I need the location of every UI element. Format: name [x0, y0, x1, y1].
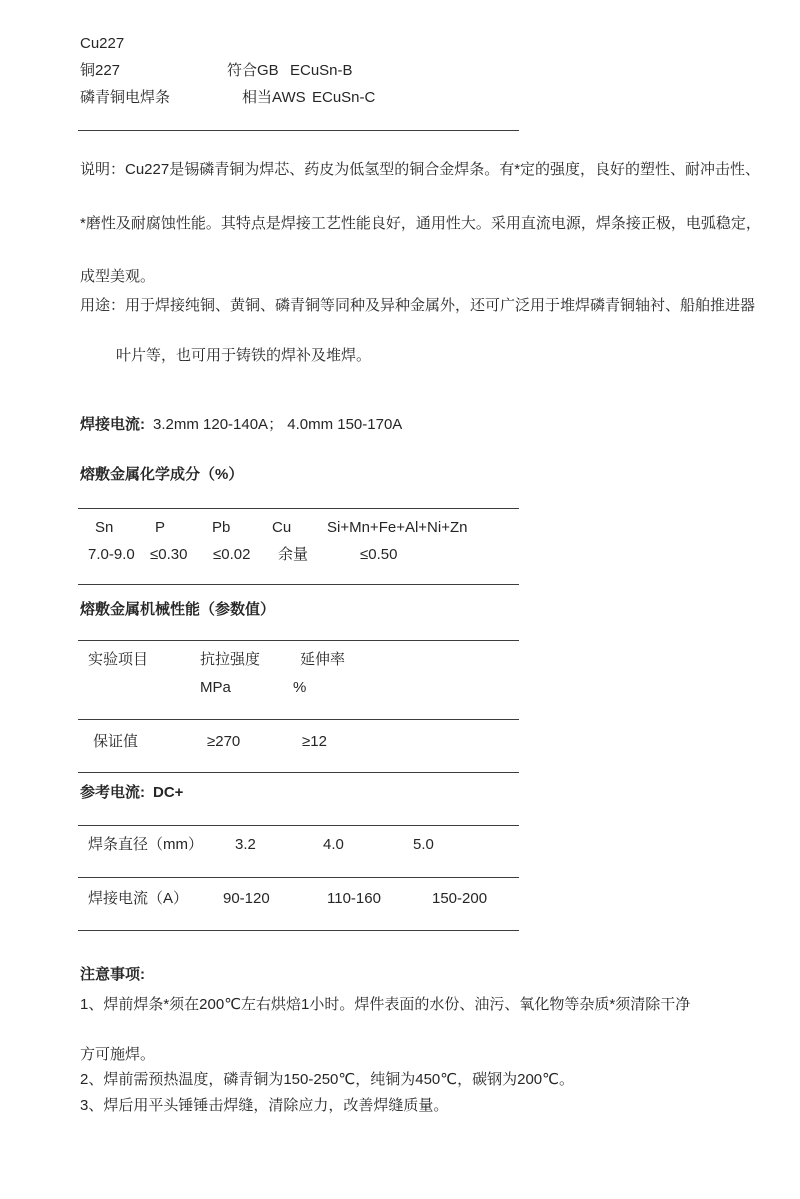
chem-table-header-row	[80, 518, 468, 538]
table-cell: 7.0-9.0	[88, 546, 135, 563]
table-cell: P	[155, 519, 166, 536]
table-cell: Pb	[212, 519, 231, 536]
header-row-aws	[80, 88, 375, 108]
gb-standard-label: 符合GB	[227, 62, 279, 79]
table-cell: %	[293, 679, 307, 696]
aws-standard-label: 相当AWS	[242, 89, 306, 106]
table-cell: 抗拉强度	[200, 651, 261, 668]
table-cell	[88, 678, 200, 698]
note-3: 3、焊后用平头锤锤击焊缝，清除应力，改善焊缝质量。	[80, 1097, 449, 1114]
mech-table-bottom-rule	[78, 772, 519, 773]
reference-current-label: 参考电流:	[80, 784, 145, 801]
mechanical-properties-heading: 熔敷金属机械性能（参数值）	[80, 601, 276, 618]
table-cell: 5.0	[413, 836, 434, 853]
table-cell: 焊条直径（mm）	[88, 836, 203, 853]
mech-table-mid-rule	[78, 719, 519, 720]
table-cell: ≤0.50	[360, 546, 398, 563]
table-cell: 延伸率	[300, 651, 346, 668]
welding-current-value: 3.2mm 120-140A； 4.0mm 150-170A	[153, 416, 403, 433]
current-table-bottom-rule	[78, 930, 519, 931]
current-row	[80, 889, 487, 909]
table-cell: 150-200	[432, 890, 488, 907]
header-row-gb	[80, 61, 353, 81]
chemical-composition-heading: 熔敷金属化学成分（%）	[80, 466, 244, 483]
product-name-cn: 铜227	[80, 62, 121, 79]
welding-current-label: 焊接电流:	[80, 416, 145, 433]
aws-standard-value: ECuSn-C	[312, 89, 376, 106]
table-cell: Cu	[272, 519, 292, 536]
table-cell: ≤0.02	[213, 546, 251, 563]
note-2: 2、焊前需预热温度，磷青铜为150-250℃，纯铜为450℃，碳钢为200℃。	[80, 1071, 574, 1088]
header-divider	[78, 130, 519, 131]
description-line-3: 成型美观。	[80, 268, 156, 285]
description-line-1: 说明：Cu227是锡磷青铜为焊芯、药皮为低氢型的铜合金焊条。有*定的强度，良好的塑性、耐冲击性、	[80, 161, 761, 178]
mech-table-top-rule	[78, 640, 519, 641]
gb-standard-value: ECuSn-B	[290, 62, 353, 79]
chem-table-bottom-rule	[78, 584, 519, 585]
usage-line-1: 用途：用于焊接纯铜、黄铜、磷青铜等同种及异种金属外，还可广泛用于堆焊磷青铜轴衬、船舶推进器	[80, 297, 756, 314]
welding-current-line	[80, 415, 402, 435]
notes-heading: 注意事项:	[80, 966, 145, 983]
table-cell: Si+Mn+Fe+Al+Ni+Zn	[327, 519, 468, 536]
reference-current-line	[80, 783, 183, 803]
mech-table-value-row	[80, 732, 327, 752]
table-cell: 110-160	[327, 890, 381, 907]
table-cell: ≥12	[302, 733, 327, 750]
current-table-top-rule	[78, 825, 519, 826]
note-1-line-2: 方可施焊。	[80, 1046, 156, 1063]
table-cell: 保证值	[93, 733, 139, 750]
table-cell: 3.2	[235, 836, 256, 853]
chem-table-value-row	[80, 545, 397, 565]
description-line-2: *磨性及耐腐蚀性能。其特点是焊接工艺性能良好，通用性大。采用直流电源，焊条接正极，电弧稳定，	[80, 215, 761, 232]
chem-table-top-rule	[78, 508, 519, 509]
table-cell: 90-120	[223, 890, 270, 907]
reference-current-value: DC+	[153, 784, 184, 801]
product-type-cn: 磷青铜电焊条	[80, 89, 171, 106]
table-cell: ≥270	[207, 733, 241, 750]
table-cell: 余量	[278, 546, 309, 563]
table-cell: MPa	[200, 679, 231, 696]
diameter-row	[80, 835, 434, 855]
mech-table-header-row	[80, 650, 345, 670]
mech-table-unit-row	[80, 678, 306, 698]
product-model: Cu227	[80, 35, 125, 52]
table-cell: 焊接电流（A）	[88, 890, 189, 907]
table-cell: 4.0	[323, 836, 344, 853]
table-cell: ≤0.30	[150, 546, 188, 563]
usage-line-2: 叶片等，也可用于铸铁的焊补及堆焊。	[116, 347, 372, 364]
note-1-line-1: 1、焊前焊条*须在200℃左右烘焙1小时。焊件表面的水份、油污、氧化物等杂质*须清除干净	[80, 996, 691, 1013]
table-cell: 实验项目	[88, 651, 149, 668]
current-table-mid-rule	[78, 877, 519, 878]
table-cell: Sn	[95, 519, 114, 536]
